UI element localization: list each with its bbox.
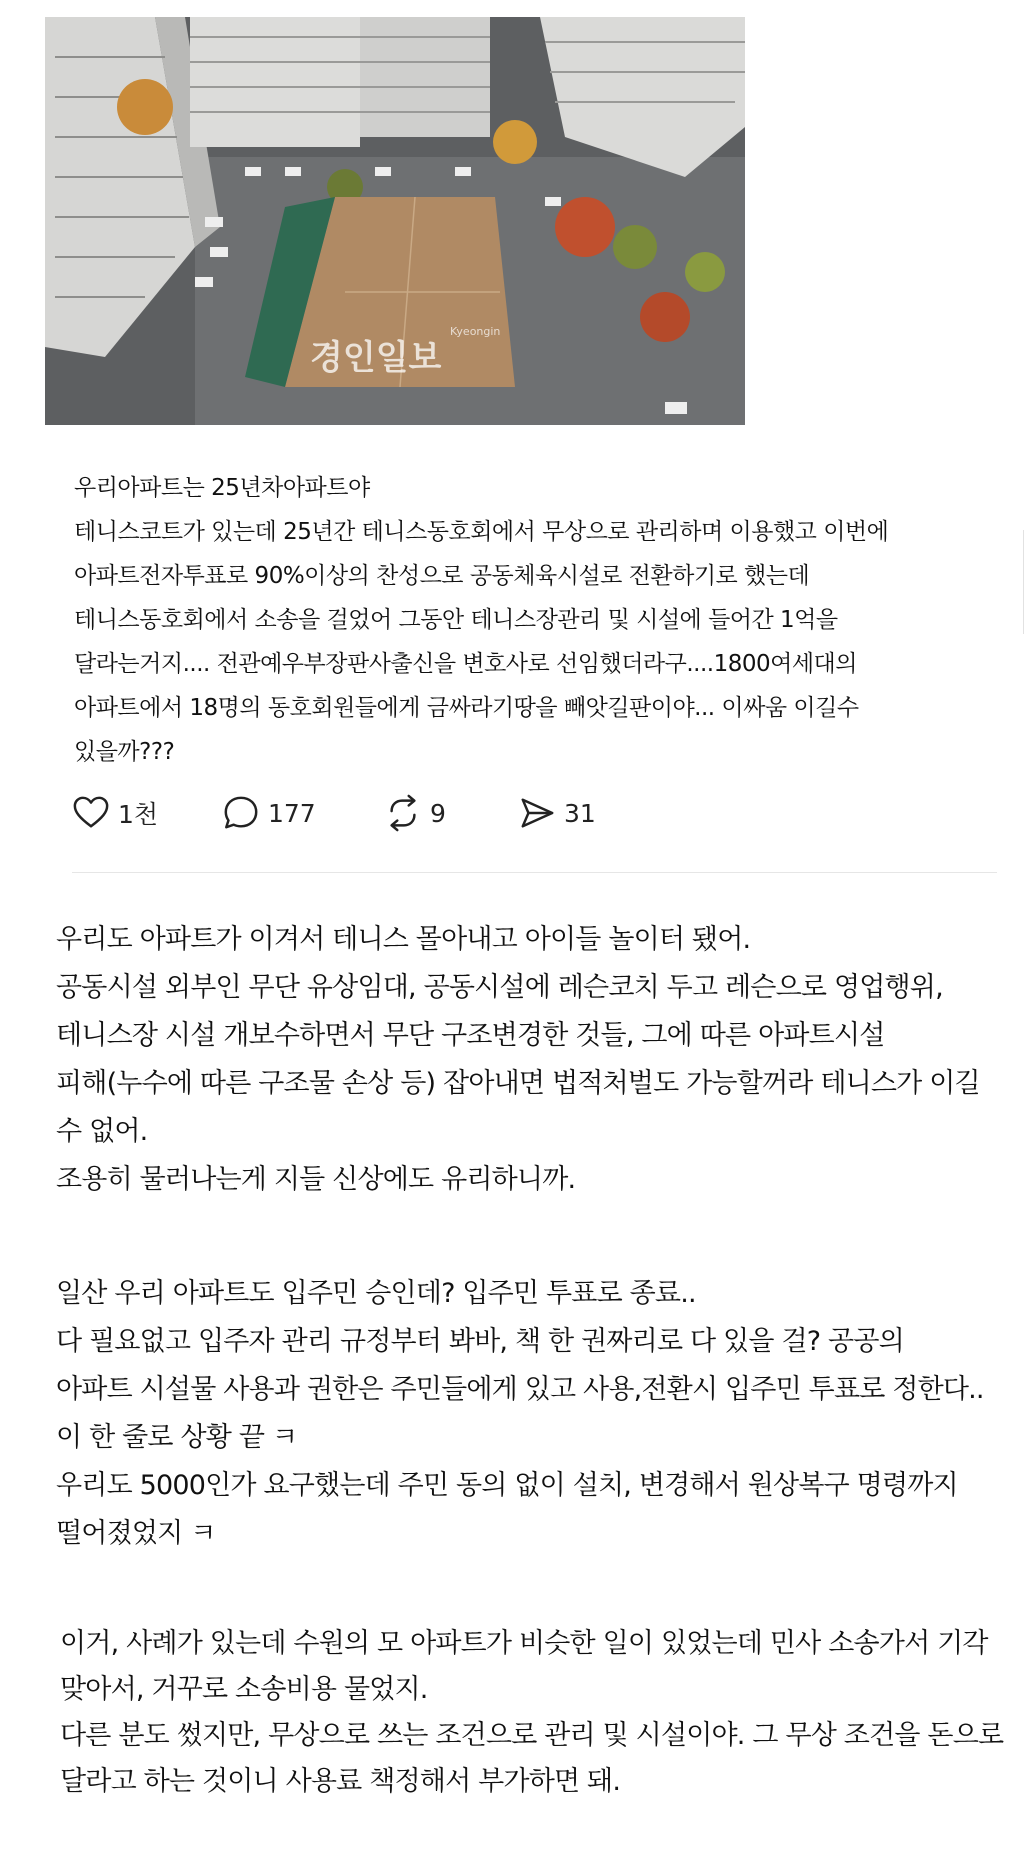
watermark-logo: 경인일보 — [310, 338, 442, 378]
comment-line: 달라고 하는 것이니 사용료 책정해서 부가하면 돼. — [60, 1766, 621, 1797]
scroll-edge — [1020, 530, 1024, 634]
post-line: 우리아파트는 25년차아파트야 — [74, 475, 370, 501]
share-count: 31 — [564, 798, 596, 828]
comment-line: 우리도 아파트가 이겨서 테니스 몰아내고 아이들 놀이터 됐어. — [56, 924, 751, 955]
post-line: 있을까??? — [74, 739, 175, 765]
heart-icon — [72, 794, 110, 832]
comment-block — [56, 916, 1016, 1204]
comment-line: 피해(누수에 따른 구조물 손상 등) 잡아내면 법적처벌도 가능할꺼라 테니스가 이길 — [56, 1068, 980, 1099]
comment-line: 조용히 물러나는게 지들 신상에도 유리하니까. — [56, 1164, 576, 1195]
share-button[interactable] — [518, 790, 596, 836]
like-button[interactable] — [72, 790, 158, 836]
send-icon — [518, 794, 556, 832]
repost-count: 9 — [430, 798, 446, 828]
comment-line: 아파트 시설물 사용과 권한은 주민들에게 있고 사용,전환시 입주민 투표로 정한다.. — [56, 1374, 984, 1405]
post-line: 아파트전자투표로 90%이상의 찬성으로 공동체육시설로 전환하기로 했는데 — [74, 563, 810, 589]
comment-line: 우리도 5000인가 요구했는데 주민 동의 없이 설치, 변경해서 원상복구 명령까지 — [56, 1470, 958, 1501]
repost-icon — [384, 794, 422, 832]
comment-line: 수 없어. — [56, 1116, 148, 1147]
comment-line: 다른 분도 썼지만, 무상으로 쓰는 조건으로 관리 및 시설이야. 그 무상 조건을 돈으로 — [60, 1720, 1004, 1751]
comment-button[interactable] — [222, 790, 316, 836]
post-line: 아파트에서 18명의 동호회원들에게 금싸라기땅을 빼앗길판이야... 이싸움 이길수 — [74, 695, 859, 721]
post-body — [74, 466, 974, 774]
comment-line: 테니스장 시설 개보수하면서 무단 구조변경한 것들, 그에 따른 아파트시설 — [56, 1020, 885, 1051]
comment-line: 떨어졌었지 ㅋ — [56, 1518, 216, 1549]
comment-line: 다 필요없고 입주자 관리 규정부터 봐바, 책 한 권짜리로 다 있을 걸? 공공의 — [56, 1326, 904, 1357]
apartment-aerial-image — [45, 17, 745, 425]
like-count: 1천 — [118, 800, 159, 829]
comment-line: 이거, 사례가 있는데 수원의 모 아파트가 비슷한 일이 있었는데 민사 소송가서 기각 — [60, 1628, 988, 1659]
repost-button[interactable] — [384, 790, 446, 836]
comment-line: 공동시설 외부인 무단 유상임대, 공동시설에 레슨코치 두고 레슨으로 영업행위, — [56, 972, 943, 1003]
comment-line: 일산 우리 아파트도 입주민 승인데? 입주민 투표로 종료.. — [56, 1278, 696, 1309]
post-photo[interactable] — [45, 17, 745, 425]
comment-bubble-icon — [222, 794, 260, 832]
comment-block — [60, 1621, 1020, 1805]
action-bar — [72, 790, 772, 836]
comment-count: 177 — [268, 798, 316, 828]
comment-block — [56, 1270, 1016, 1558]
post-line: 테니스동호회에서 소송을 걸었어 그동안 테니스장관리 및 시설에 들어간 1억을 — [74, 607, 838, 633]
post-line: 테니스코트가 있는데 25년간 테니스동호회에서 무상으로 관리하며 이용했고 이번에 — [74, 519, 889, 545]
post-line: 달라는거지.... 전관예우부장판사출신을 변호사로 선임했더라구....1800여세대의 — [74, 651, 857, 677]
divider — [72, 872, 997, 873]
watermark-small: Kyeongin — [450, 325, 501, 338]
comment-line: 이 한 줄로 상황 끝 ㅋ — [56, 1422, 298, 1453]
comment-line: 맞아서, 거꾸로 소송비용 물었지. — [60, 1674, 428, 1705]
